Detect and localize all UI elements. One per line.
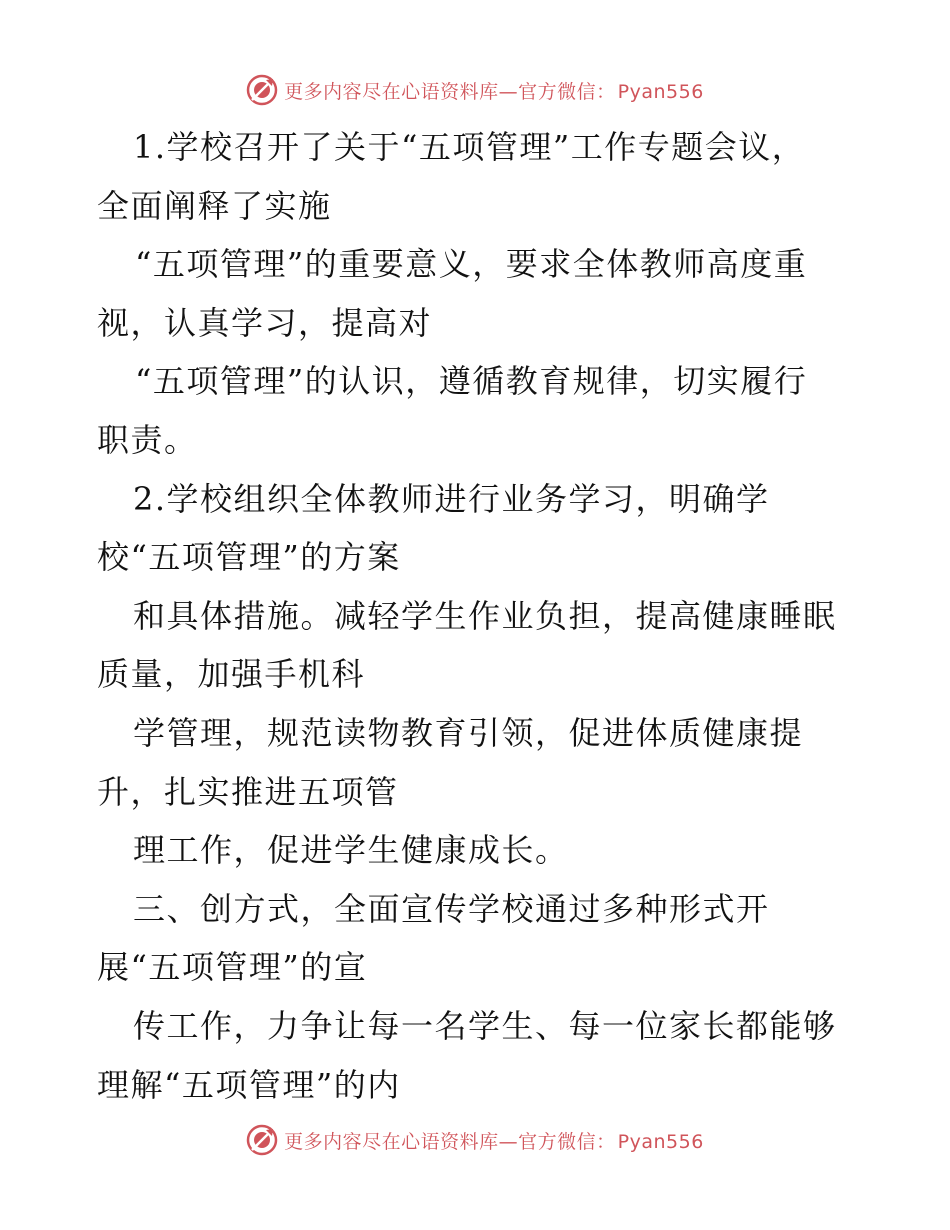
- body-line-10: 质量，加强手机科: [97, 655, 366, 694]
- body-line-17: 理解“五项管理”的内: [97, 1065, 401, 1104]
- body-line-5: “五项管理”的认识，遵循教育规律，切实履行: [135, 362, 808, 401]
- body-line-8: 校“五项管理”的方案: [97, 538, 401, 577]
- body-line-11: 学管理，规范读物教育引领，促进体质健康提: [133, 713, 804, 752]
- watermark-id: Pyan556: [617, 1130, 704, 1153]
- body-line-14: 三、创方式，全面宣传学校通过多种形式开: [133, 889, 770, 928]
- header-watermark: [0, 70, 950, 110]
- watermark-text: 更多内容尽在心语资料库—官方微信： Pyan556: [284, 1130, 704, 1153]
- body-line-13: 理工作，促进学生健康成长。: [133, 831, 569, 870]
- body-line-7: 2.学校组织全体教师进行业务学习，明确学: [133, 479, 770, 518]
- body-line-4: 视，认真学习，提高对: [97, 303, 433, 342]
- document-body: [97, 118, 857, 1114]
- body-line-15: 展“五项管理”的宣: [97, 948, 368, 987]
- quill-logo-icon: [246, 1124, 278, 1156]
- body-line-3: “五项管理”的重要意义，要求全体教师高度重: [135, 245, 808, 284]
- watermark-id: Pyan556: [617, 80, 704, 103]
- body-line-9: 和具体措施。减轻学生作业负担，提高健康睡眠: [133, 596, 837, 635]
- footer-watermark: [0, 1120, 950, 1160]
- body-line-1: 1.学校召开了关于“五项管理”工作专题会议，: [133, 128, 806, 166]
- quill-logo-icon: [246, 74, 278, 106]
- body-line-6: 职责。: [97, 420, 198, 459]
- body-line-16: 传工作，力争让每一名学生、每一位家长都能够: [133, 1006, 837, 1045]
- watermark-text: 更多内容尽在心语资料库—官方微信： Pyan556: [284, 80, 704, 103]
- body-line-2: 全面阐释了实施: [97, 186, 332, 225]
- body-line-12: 升，扎实推进五项管: [97, 772, 399, 811]
